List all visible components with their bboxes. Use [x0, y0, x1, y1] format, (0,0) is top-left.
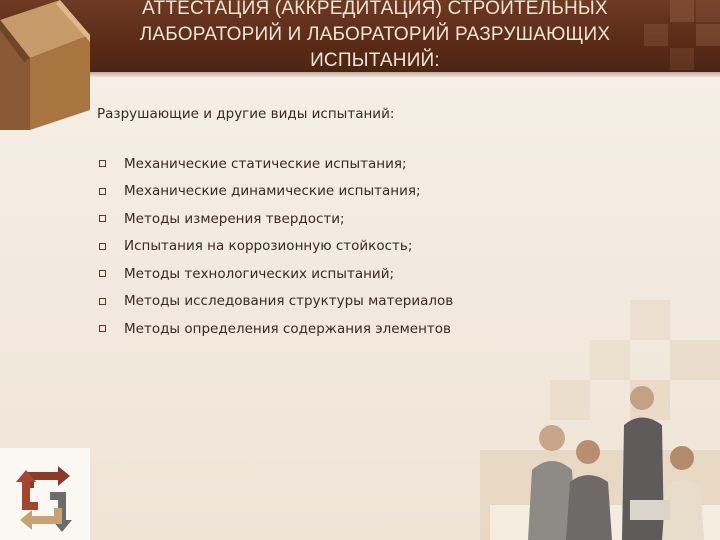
list-item-text: Испытания на коррозионную стойкость;	[124, 238, 413, 255]
slide-title	[95, 0, 655, 74]
list-item-text: Методы исследования структуры материалов	[124, 293, 454, 310]
list-item	[97, 178, 453, 206]
intro-text: Разрушающие и другие виды испытаний:	[97, 106, 395, 122]
deco-square	[670, 0, 694, 22]
cardboard-box-icon	[0, 0, 90, 130]
logo-panel	[0, 448, 90, 540]
people-silhouettes	[440, 300, 720, 540]
square-bullet-icon	[99, 188, 106, 195]
list-item	[97, 150, 453, 178]
list-item	[97, 233, 453, 261]
list-item-text: Механические динамические испытания;	[124, 183, 421, 200]
deco-square	[670, 48, 694, 70]
recycle-arrows-logo-icon	[0, 448, 90, 540]
list-item	[97, 288, 453, 316]
list-item-text: Методы технологических испытаний;	[124, 265, 395, 282]
deco-square	[696, 0, 720, 22]
list-item-text: Механические статические испытания;	[124, 155, 407, 172]
list-item-text: Методы определения содержания элементов	[124, 320, 451, 337]
list-item	[97, 205, 453, 233]
square-bullet-icon	[99, 325, 106, 332]
square-bullet-icon	[99, 160, 106, 167]
list-item-text: Методы измерения твердости;	[124, 210, 345, 227]
deco-square	[696, 24, 720, 46]
square-bullet-icon	[99, 243, 106, 250]
title-line: АТТЕСТАЦИЯ (АККРЕДИТАЦИЯ) СТРОИТЕЛЬНЫХ	[142, 0, 608, 19]
square-bullet-icon	[99, 298, 106, 305]
title-line: ИСПЫТАНИЙ:	[310, 50, 440, 71]
bullet-list	[97, 150, 453, 343]
square-bullet-icon	[99, 215, 106, 222]
list-item	[97, 260, 453, 288]
business-meeting-photo	[440, 300, 720, 540]
title-line: ЛАБОРАТОРИЙ И ЛАБОРАТОРИЙ РАЗРУШАЮЩИХ	[139, 24, 611, 45]
square-bullet-icon	[99, 270, 106, 277]
list-item	[97, 315, 453, 343]
